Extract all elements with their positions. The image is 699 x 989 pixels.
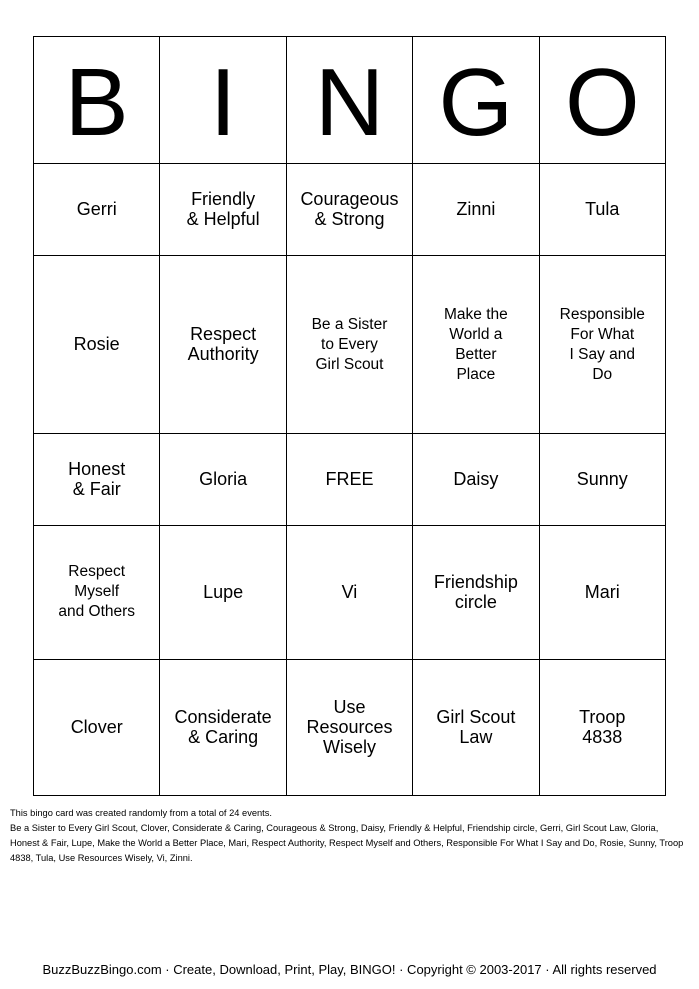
cell-text: Mari <box>584 581 620 602</box>
cell-text: Friendly & Helpful <box>186 189 260 230</box>
bingo-row <box>34 659 666 795</box>
header-letter: G <box>438 49 514 156</box>
cell-text: Rosie <box>73 334 120 355</box>
header-letter: O <box>564 49 640 156</box>
cell-text: Considerate & Caring <box>174 706 272 747</box>
cell-text: Clover <box>70 716 123 737</box>
bingo-cell <box>413 659 539 795</box>
cell-text: FREE <box>325 468 374 489</box>
bingo-cell <box>286 164 412 256</box>
free-cell <box>286 433 412 525</box>
cell-text: Daisy <box>453 468 499 489</box>
bingo-cell <box>34 659 160 795</box>
bingo-cell <box>160 433 286 525</box>
bingo-cell <box>160 526 286 660</box>
cell-text: Respect Myself and Others <box>58 563 136 621</box>
bingo-cell <box>539 164 665 256</box>
cell-text: Respect Authority <box>187 324 259 365</box>
bingo-cell <box>413 256 539 434</box>
bingo-cell <box>160 164 286 256</box>
bingo-cell <box>34 433 160 525</box>
bingo-card <box>33 36 666 796</box>
bingo-row <box>34 164 666 256</box>
cell-text: Troop 4838 <box>579 706 626 747</box>
header-cell <box>160 37 286 164</box>
cell-text: Gerri <box>76 199 117 220</box>
bingo-row <box>34 433 666 525</box>
cell-text: Courageous & Strong <box>300 189 399 230</box>
bingo-cell <box>539 433 665 525</box>
bingo-cell <box>539 256 665 434</box>
cell-text: Lupe <box>203 581 244 602</box>
bingo-cell <box>286 526 412 660</box>
cell-text: Zinni <box>456 199 496 220</box>
bingo-header-row <box>34 37 666 164</box>
bingo-cell <box>539 659 665 795</box>
bingo-cell <box>34 526 160 660</box>
bingo-cell <box>160 659 286 795</box>
bingo-cell <box>286 659 412 795</box>
header-cell <box>34 37 160 164</box>
bingo-cell <box>34 164 160 256</box>
cell-text: Use Resources Wisely <box>306 696 393 757</box>
cell-text: Responsible For What I Say and Do <box>559 305 645 383</box>
cell-text: Be a Sister to Every Girl Scout <box>311 315 388 373</box>
bingo-row <box>34 256 666 434</box>
cell-text: Friendship circle <box>433 571 518 612</box>
event-list-info <box>10 806 690 866</box>
bingo-cell <box>286 256 412 434</box>
header-letter: I <box>209 49 237 156</box>
bingo-row <box>34 526 666 660</box>
footer-text: BuzzBuzzBingo.com · Create, Download, Print, Play, BINGO! · Copyright © 2003-2017 · All rights reserved <box>42 962 657 977</box>
cell-text: Make the World a Better Place <box>443 305 508 383</box>
header-cell <box>539 37 665 164</box>
header-letter: B <box>64 49 129 156</box>
bingo-cell <box>413 433 539 525</box>
bingo-cell <box>34 256 160 434</box>
cell-text: Vi <box>341 581 358 602</box>
bingo-cell <box>413 526 539 660</box>
cell-text: Girl Scout Law <box>436 706 516 747</box>
bingo-cell <box>539 526 665 660</box>
cell-text: Gloria <box>199 468 248 489</box>
bingo-cell <box>413 164 539 256</box>
header-letter: N <box>314 49 385 156</box>
cell-text: Tula <box>585 199 620 220</box>
cell-text: Sunny <box>576 468 628 489</box>
header-cell <box>413 37 539 164</box>
info-events: Be a Sister to Every Girl Scout, Clover, Considerate & Caring, Courageous & Strong, Daisy, Friendly & Helpful, Friendship circle, Gerri, Girl Scout Law, Gloria, Honest & Fair, Lupe, Make the World a Better Place, Mari, Respect Authority, Respect Myself and Others, Responsible For What I Say and Do, Rosie, Sunny, Troop 4838, Tula, Use Resources Wisely, Vi, Zinni. <box>10 823 684 863</box>
cell-text: Honest & Fair <box>68 458 126 499</box>
header-cell <box>286 37 412 164</box>
info-summary: This bingo card was created randomly from a total of 24 events. <box>10 808 272 818</box>
bingo-cell <box>160 256 286 434</box>
